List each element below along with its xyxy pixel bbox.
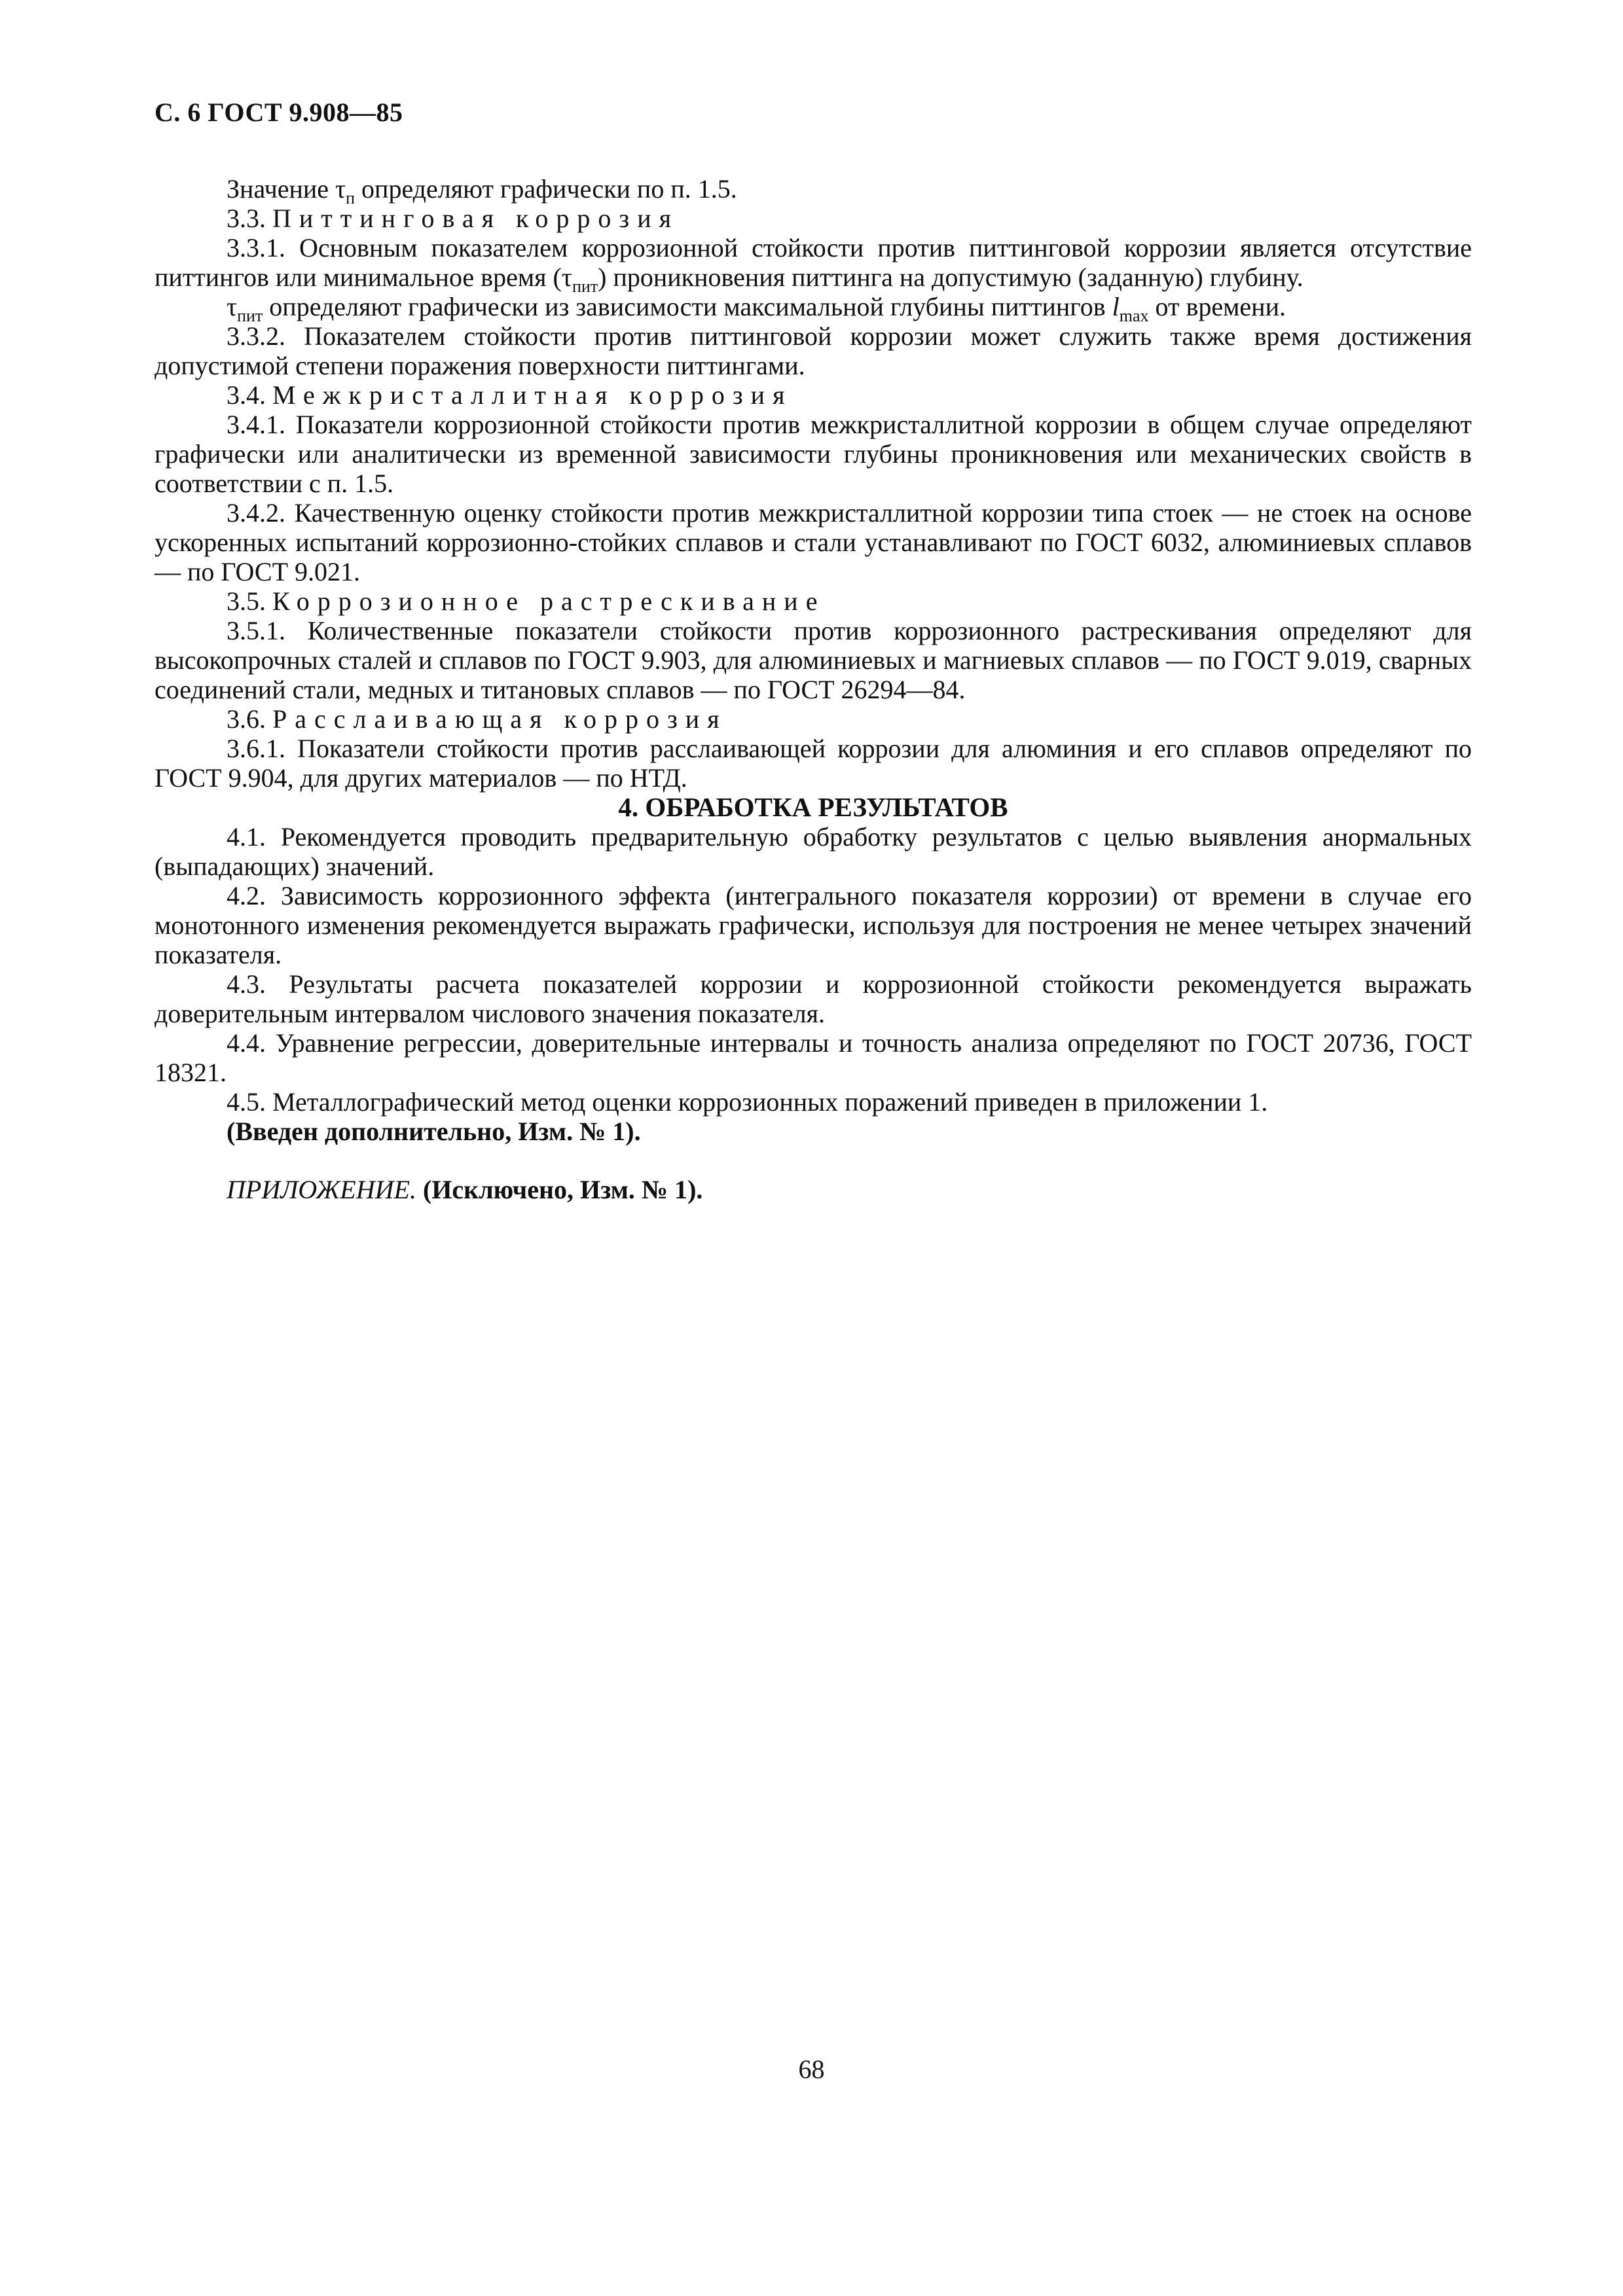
- paragraph-4-4: 4.4. Уравнение регрессии, доверительные интервалы и точность анализа определяют по ГОСТ 20736, ГОСТ 18321.: [155, 1028, 1472, 1087]
- section-title: 4. ОБРАБОТКА РЕЗУЛЬТАТОВ: [618, 792, 1008, 822]
- spacer: [155, 1146, 1472, 1175]
- heading-title: Питтинговая коррозия: [272, 204, 679, 233]
- document-body: [155, 174, 1472, 1204]
- paragraph-text: определяют графически по п. 1.5.: [355, 174, 737, 204]
- paragraph-4-5: 4.5. Металлографический метод оценки коррозионных поражений приведен в приложении 1.: [227, 1087, 1268, 1117]
- heading-title: Расслаивающая коррозия: [272, 704, 727, 734]
- paragraph-4-2: 4.2. Зависимость коррозионного эффекта (интегрального показателя коррозии) от времени в случае его монотонного изменения рекомендуется выражать графически, используя для построения не менее четырех значений показателя.: [155, 881, 1472, 969]
- appendix-note: [155, 1175, 1472, 1204]
- subsection-heading-3-3: [155, 204, 1472, 233]
- paragraph-3-3-2: 3.3.2. Показателем стойкости против питтинговой коррозии может служить также время достижения допустимой степени поражения поверхности питтингами.: [155, 321, 1472, 380]
- subsection-heading-3-4: [155, 380, 1472, 410]
- heading-number: 3.6.: [227, 704, 266, 734]
- subsection-heading-3-5: [155, 586, 1472, 616]
- page-header: С. 6 ГОСТ 9.908—85: [155, 98, 403, 127]
- paragraph-3-6-1: 3.6.1. Показатели стойкости против расслаивающей коррозии для алюминия и его сплавов определяют по ГОСТ 9.904, для других материалов — по НТД.: [155, 734, 1472, 793]
- variable-l: l: [1112, 292, 1120, 321]
- paragraph-text: от времени.: [1148, 292, 1286, 321]
- paragraph-text: ) проникновения питтинга на допустимую (заданную) глубину.: [598, 262, 1304, 292]
- heading-number: 3.4.: [227, 380, 266, 410]
- paragraph-4-3: 4.3. Результаты расчета показателей коррозии и коррозионной стойкости рекомендуется выражать доверительным интервалом числового значения показателя.: [155, 969, 1472, 1028]
- paragraph-3-3-1: [155, 233, 1472, 296]
- paragraph-tau-pit: [155, 292, 1472, 325]
- amendment-note: (Введен дополнительно, Изм. № 1).: [227, 1117, 641, 1146]
- subscript: max: [1119, 306, 1149, 325]
- paragraph-4-1: 4.1. Рекомендуется проводить предварительную обработку результатов с целью выявления анормальных (выпадающих) значений.: [155, 822, 1472, 881]
- subscript: пит: [572, 277, 598, 296]
- heading-number: 3.3.: [227, 204, 266, 233]
- heading-title: Коррозионное растрескивание: [272, 586, 826, 616]
- heading-number: 3.5.: [227, 586, 266, 616]
- paragraph-text: Значение τ: [227, 174, 346, 204]
- paragraph-text: τ: [227, 292, 238, 321]
- paragraph-3-4-1: 3.4.1. Показатели коррозионной стойкости против межкристаллитной коррозии в общем случае определяют графически или аналитически из временной зависимости глубины проникновения или механических свойств в соответствии с п. 1.5.: [155, 410, 1472, 498]
- page-number: 68: [798, 2054, 825, 2084]
- heading-title: Межкристаллитная коррозия: [272, 380, 793, 410]
- paragraph-3-4-2: 3.4.2. Качественную оценку стойкости против межкристаллитной коррозии типа стоек — не стоек на основе ускоренных испытаний коррозионно-стойких сплавов и стали устанавливают по ГОСТ 6032, алюминиевых сплавов — по ГОСТ 9.021.: [155, 498, 1472, 586]
- subscript: п: [346, 188, 356, 207]
- appendix-status: (Исключено, Изм. № 1).: [416, 1175, 703, 1204]
- paragraph-tau-n: [155, 174, 1472, 207]
- subsection-heading-3-6: [155, 704, 1472, 734]
- paragraph-3-5-1: 3.5.1. Количественные показатели стойкости против коррозионного растрескивания определяют для высокопрочных сталей и сплавов по ГОСТ 9.903, для алюминиевых и магниевых сплавов — по ГОСТ 9.019, сварных соединений стали, медных и титановых сплавов — по ГОСТ 26294—84.: [155, 616, 1472, 704]
- paragraph-text: определяют графически из зависимости максимальной глубины питтингов: [263, 292, 1112, 321]
- paragraph-text: 3.3.1. Основным показателем коррозионной стойкости против питтинговой коррозии является отсутствие питтингов или минимальное время (τ: [155, 233, 1472, 292]
- subscript: пит: [237, 306, 263, 325]
- appendix-label: ПРИЛОЖЕНИЕ.: [227, 1175, 416, 1204]
